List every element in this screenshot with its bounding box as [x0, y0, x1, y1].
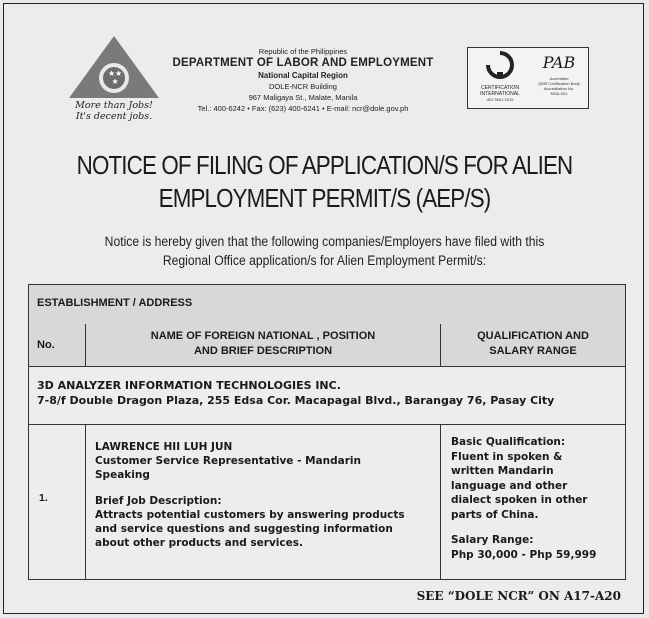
see-reference: SEE “DOLE NCR” ON A17-A20 [416, 589, 621, 603]
brief-description-line: Attracts potential customers by answering products [95, 509, 405, 521]
brief-description-line: and service questions and suggesting information [95, 523, 393, 535]
divider [85, 424, 86, 579]
svg-text:★: ★ [108, 69, 116, 78]
salary-range-label: Salary Range: [451, 534, 534, 546]
svg-text:★: ★ [115, 69, 123, 78]
establishment-header-row [29, 285, 625, 325]
pab-accreditation: PAB Accredited QMS Certification Body Accreditation No. MSA-001 [531, 50, 587, 96]
company-row [29, 367, 625, 425]
building-text: DOLE-NCR Building [269, 82, 337, 91]
qualification-line: language and other [451, 479, 568, 492]
foreign-national-details [95, 440, 440, 550]
brief-description-line: about other products and services. [95, 537, 303, 549]
certification-badge [467, 47, 589, 109]
republic-text: Republic of the Philippines [258, 47, 348, 56]
contact-text: Tel.: 400-6242 • Fax: (623) 400-6241 • E-mail: ncr@dole.gov.ph [197, 104, 409, 113]
qualification-details [451, 435, 623, 562]
qualification-line: Fluent in spoken & [451, 450, 563, 463]
department-name: DEPARTMENT OF LABOR AND EMPLOYMENT [172, 57, 434, 69]
notice-intro: Notice is hereby given that the following companies/Employers have filed with this Regional Office application/s for Alien Employment Permit/s: [104, 234, 545, 268]
divider [85, 324, 86, 366]
salary-range-value: Php 30,000 - Php 59,999 [451, 548, 597, 561]
letterhead [154, 46, 452, 114]
dole-logo-icon [66, 34, 162, 100]
col-name-header: NAME OF FOREIGN NATIONAL , POSITION AND BRIEF DESCRIPTION [150, 330, 376, 357]
divider [440, 424, 441, 579]
entry-number: 1. [39, 492, 48, 504]
iso-certification: CERTIFICATION INTERNATIONAL ISO 9001:2015 [471, 50, 529, 102]
qualification-line: dialect spoken in other [451, 494, 588, 506]
pab-mark-icon: PAB [542, 53, 576, 72]
qualification-line: written Mandarin [451, 465, 554, 477]
street-text: 967 Maligaya St., Malate, Manila [248, 93, 358, 102]
establishment-header: ESTABLISHMENT / ADDRESS [37, 297, 193, 309]
col-no-header: No. [37, 339, 55, 351]
column-header-row [29, 324, 625, 367]
foreign-national-name: LAWRENCE HII LUH JUN [95, 441, 233, 453]
region-name: National Capital Region [258, 71, 348, 80]
company-name: 3D ANALYZER INFORMATION TECHNOLOGIES INC. [37, 379, 341, 392]
svg-text:★: ★ [111, 77, 119, 86]
aep-table [28, 284, 626, 580]
col-qual-header: QUALIFICATION AND SALARY RANGE [477, 330, 589, 357]
brief-description-label: Brief Job Description: [95, 495, 222, 507]
notice-title: NOTICE OF FILING OF APPLICATION/S FOR ALIEN EMPLOYMENT PERMIT/S (AEP/S) [76, 150, 573, 213]
logo-caption: More than Jobs! It's decent jobs. [75, 100, 153, 122]
basic-qualification-label: Basic Qualification: [451, 436, 566, 448]
notice-page [3, 3, 644, 614]
qualification-line: parts of China. [451, 508, 539, 521]
iso-mark-icon [483, 50, 517, 80]
company-address: 7-8/f Double Dragon Plaza, 255 Edsa Cor. Macapagal Blvd., Barangay 76, Pasay City [37, 394, 555, 407]
position-line: Customer Service Representative - Mandarin [95, 455, 361, 467]
position-line: Speaking [95, 469, 150, 481]
divider [440, 324, 441, 366]
